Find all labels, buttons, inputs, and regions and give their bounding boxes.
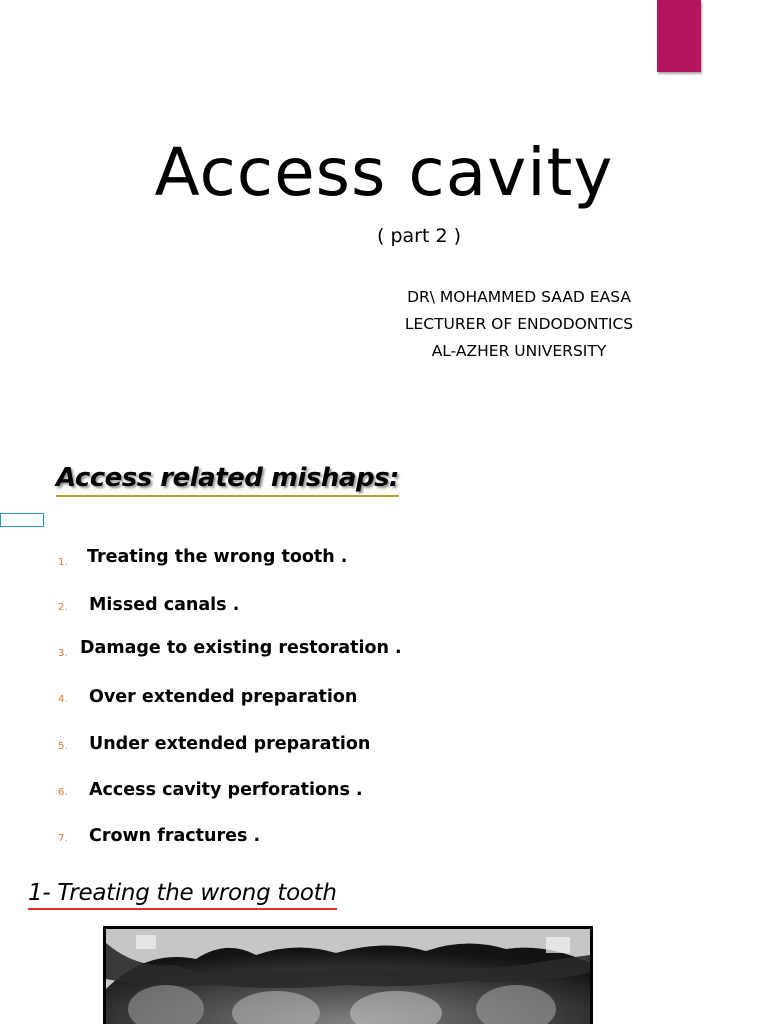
slide-subtitle: ( part 2 ): [377, 225, 461, 247]
mishaps-heading: Access related mishaps:: [56, 462, 399, 497]
list-number: 1.: [58, 557, 68, 568]
list-text: Under extended preparation: [89, 734, 371, 754]
slide-title: Access cavity: [154, 134, 614, 211]
list-text: Damage to existing restoration .: [80, 638, 402, 658]
list-text: Crown fractures .: [89, 826, 261, 846]
list-text: Missed canals .: [89, 595, 240, 615]
list-number: 5.: [58, 741, 68, 752]
list-number: 6.: [58, 787, 68, 798]
author-name: DR\ MOHAMMED SAAD EASA: [407, 288, 631, 306]
xray-image-graphic: [106, 929, 590, 1024]
list-number: 2.: [58, 602, 68, 613]
dental-xray-image: [103, 926, 593, 1024]
list-number: 3.: [58, 648, 68, 659]
author-university: AL-AZHER UNIVERSITY: [431, 342, 607, 360]
placeholder-box: [0, 513, 44, 527]
list-number: 7.: [58, 833, 68, 844]
wrong-tooth-heading: 1- Treating the wrong tooth: [28, 878, 337, 910]
list-number: 4.: [58, 694, 68, 705]
accent-tab: [657, 0, 701, 72]
author-block: [370, 284, 668, 365]
list-text: Over extended preparation: [89, 687, 358, 707]
list-text: Treating the wrong tooth .: [87, 547, 348, 567]
list-text: Access cavity perforations .: [89, 780, 363, 800]
author-position: LECTURER OF ENDODONTICS: [404, 315, 634, 333]
